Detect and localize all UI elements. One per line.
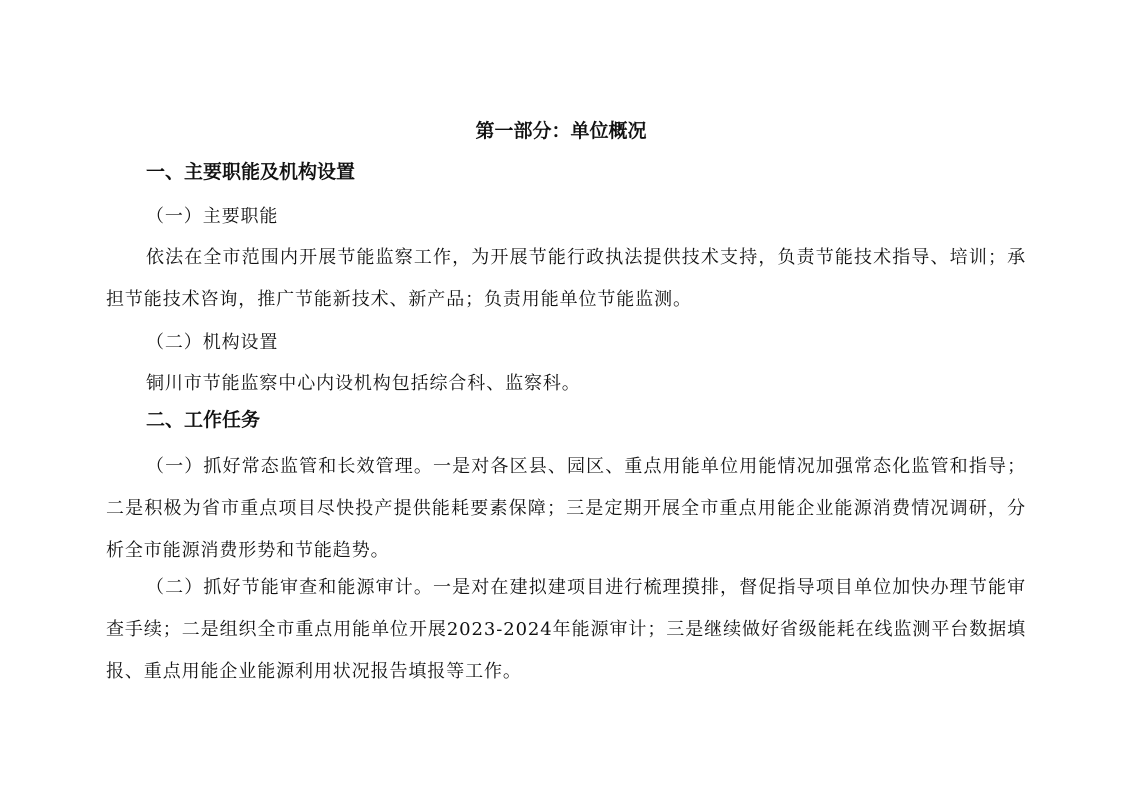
paragraph-task-1: （一）抓好常态监管和长效管理。一是对各区县、园区、重点用能单位用能情况加强常态化监管和指导；二是积极为省市重点项目尽快投产提供能耗要素保障；三是定期开展全市重点用能企业能源消费情况调研，分析全市能源消费形势和节能趋势。 [106,456,1026,561]
paragraph-functions: 依法在全市范围内开展节能监察工作，为开展节能行政执法提供技术支持，负责节能技术指导、培训；承担节能技术咨询，推广节能新技术、新产品；负责用能单位节能监测。 [106,247,1026,310]
section-heading-functions: 一、主要职能及机构设置 [146,161,356,183]
page-title: 第一部分：单位概况 [475,120,647,142]
subheading-organization: （二）机构设置 [146,332,279,353]
subheading-main-functions: （一）主要职能 [146,206,279,227]
paragraph-organization: 铜川市节能监察中心内设机构包括综合科、监察科。 [146,373,581,394]
section-heading-tasks: 二、工作任务 [146,409,261,431]
paragraph-task-2: （二）抓好节能审查和能源审计。一是对在建拟建项目进行梳理摸排，督促指导项目单位加快办理节能审查手续；二是组织全市重点用能单位开展2023-2024年能源审计；三是继续做好省级能耗在线监测平台数据填报、重点用能企业能源利用状况报告填报等工作。 [106,577,1026,682]
